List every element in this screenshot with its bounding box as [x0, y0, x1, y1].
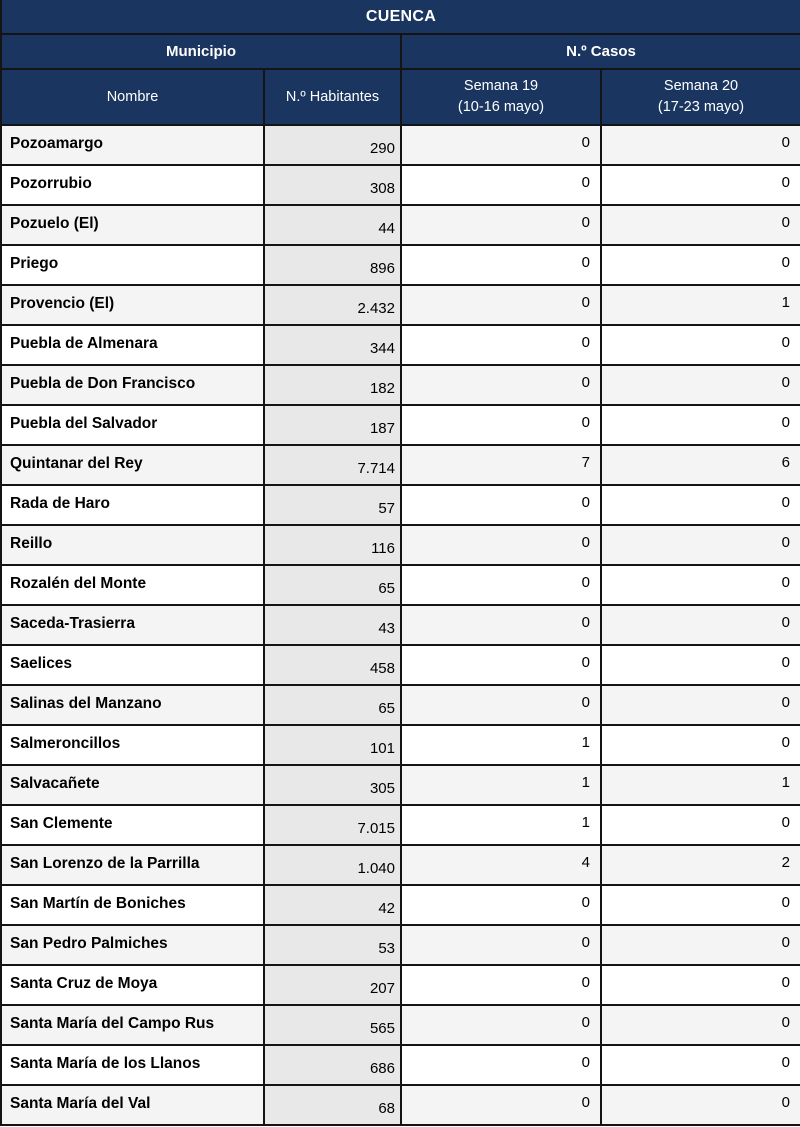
municipality-name-cell: Salvacañete [1, 765, 264, 805]
municipality-name-cell: Reillo [1, 525, 264, 565]
table-row [1, 765, 800, 805]
habitantes-cell: 1.040 [264, 845, 401, 885]
semana20-cases-cell: 0 [601, 605, 800, 645]
semana20-cases-cell: 2 [601, 845, 800, 885]
table-row [1, 445, 800, 485]
municipality-name-cell: Rada de Haro [1, 485, 264, 525]
table-row [1, 485, 800, 525]
habitantes-cell: 101 [264, 725, 401, 765]
table-row [1, 205, 800, 245]
semana20-cases-cell: 0 [601, 805, 800, 845]
semana19-cases-cell: 1 [401, 805, 601, 845]
semana19-cases-cell: 0 [401, 405, 601, 445]
group-header-municipio: Municipio [1, 34, 401, 69]
semana20-cases-cell: 0 [601, 645, 800, 685]
municipality-name-cell: Priego [1, 245, 264, 285]
col-header-semana20-line1: Semana 20 [663, 78, 739, 94]
semana19-cases-cell: 0 [401, 285, 601, 325]
municipality-name-cell: Santa María del Campo Rus [1, 1005, 264, 1045]
semana19-cases-cell: 0 [401, 965, 601, 1005]
column-header-row [1, 69, 800, 125]
semana20-cases-cell: 0 [601, 125, 800, 165]
table-row [1, 245, 800, 285]
semana19-cases-cell: 0 [401, 1085, 601, 1125]
semana19-cases-cell: 0 [401, 485, 601, 525]
habitantes-cell: 7.714 [264, 445, 401, 485]
table-row [1, 165, 800, 205]
col-header-semana20-line2: (17-23 mayo) [657, 99, 745, 115]
col-header-semana19 [401, 69, 601, 125]
habitantes-cell: 308 [264, 165, 401, 205]
habitantes-cell: 65 [264, 565, 401, 605]
habitantes-cell: 42 [264, 885, 401, 925]
habitantes-cell: 305 [264, 765, 401, 805]
municipality-name-cell: San Pedro Palmiches [1, 925, 264, 965]
col-header-semana20 [601, 69, 800, 125]
municipality-name-cell: Pozuelo (El) [1, 205, 264, 245]
habitantes-cell: 116 [264, 525, 401, 565]
semana20-cases-cell: 0 [601, 685, 800, 725]
semana19-cases-cell: 0 [401, 125, 601, 165]
col-header-semana19-line1: Semana 19 [463, 78, 539, 94]
habitantes-cell: 2.432 [264, 285, 401, 325]
habitantes-cell: 57 [264, 485, 401, 525]
group-header-casos: N.º Casos [401, 34, 800, 69]
habitantes-cell: 187 [264, 405, 401, 445]
semana19-cases-cell: 0 [401, 685, 601, 725]
habitantes-cell: 896 [264, 245, 401, 285]
table-row [1, 1005, 800, 1045]
semana19-cases-cell: 0 [401, 325, 601, 365]
semana19-cases-cell: 0 [401, 365, 601, 405]
semana20-cases-cell: 1 [601, 285, 800, 325]
municipality-name-cell: San Lorenzo de la Parrilla [1, 845, 264, 885]
municipality-name-cell: Puebla de Almenara [1, 325, 264, 365]
table-row [1, 845, 800, 885]
semana20-cases-cell: 0 [601, 1005, 800, 1045]
semana20-cases-cell: 0 [601, 245, 800, 285]
semana20-cases-cell: 0 [601, 405, 800, 445]
semana20-cases-cell: 0 [601, 165, 800, 205]
municipality-name-cell: Pozoamargo [1, 125, 264, 165]
table-row [1, 805, 800, 845]
table-row [1, 925, 800, 965]
habitantes-cell: 458 [264, 645, 401, 685]
semana20-cases-cell: 0 [601, 365, 800, 405]
col-header-habitantes: N.º Habitantes [264, 69, 401, 125]
table-row [1, 605, 800, 645]
table-row [1, 725, 800, 765]
table-row [1, 405, 800, 445]
habitantes-cell: 686 [264, 1045, 401, 1085]
semana20-cases-cell: 0 [601, 525, 800, 565]
municipality-name-cell: Pozorrubio [1, 165, 264, 205]
habitantes-cell: 44 [264, 205, 401, 245]
semana19-cases-cell: 0 [401, 525, 601, 565]
municipality-name-cell: Salinas del Manzano [1, 685, 264, 725]
habitantes-cell: 207 [264, 965, 401, 1005]
title-row [1, 0, 800, 34]
semana19-cases-cell: 0 [401, 605, 601, 645]
habitantes-cell: 68 [264, 1085, 401, 1125]
table-row [1, 1085, 800, 1125]
table-row [1, 645, 800, 685]
semana19-cases-cell: 0 [401, 245, 601, 285]
semana19-cases-cell: 0 [401, 565, 601, 605]
table-row [1, 365, 800, 405]
municipality-name-cell: Santa Cruz de Moya [1, 965, 264, 1005]
semana19-cases-cell: 0 [401, 165, 601, 205]
semana19-cases-cell: 1 [401, 725, 601, 765]
municipality-name-cell: Saceda-Trasierra [1, 605, 264, 645]
habitantes-cell: 565 [264, 1005, 401, 1045]
municipality-name-cell: San Clemente [1, 805, 264, 845]
table-row [1, 685, 800, 725]
table-row [1, 525, 800, 565]
semana19-cases-cell: 1 [401, 765, 601, 805]
semana19-cases-cell: 0 [401, 645, 601, 685]
semana19-cases-cell: 4 [401, 845, 601, 885]
table-row [1, 125, 800, 165]
semana20-cases-cell: 0 [601, 725, 800, 765]
habitantes-cell: 53 [264, 925, 401, 965]
municipality-name-cell: Salmeroncillos [1, 725, 264, 765]
table-header [1, 0, 800, 125]
habitantes-cell: 344 [264, 325, 401, 365]
municipality-name-cell: Quintanar del Rey [1, 445, 264, 485]
semana20-cases-cell: 0 [601, 325, 800, 365]
group-header-row [1, 34, 800, 69]
table-title: CUENCA [1, 0, 800, 34]
habitantes-cell: 182 [264, 365, 401, 405]
semana20-cases-cell: 0 [601, 1045, 800, 1085]
municipality-name-cell: Rozalén del Monte [1, 565, 264, 605]
semana20-cases-cell: 0 [601, 565, 800, 605]
table-body [1, 125, 800, 1125]
table-row [1, 325, 800, 365]
municipality-name-cell: San Martín de Boniches [1, 885, 264, 925]
semana20-cases-cell: 0 [601, 485, 800, 525]
semana20-cases-cell: 0 [601, 205, 800, 245]
semana19-cases-cell: 0 [401, 1005, 601, 1045]
table-row [1, 885, 800, 925]
semana19-cases-cell: 7 [401, 445, 601, 485]
habitantes-cell: 290 [264, 125, 401, 165]
table-row [1, 1045, 800, 1085]
habitantes-cell: 43 [264, 605, 401, 645]
semana20-cases-cell: 0 [601, 965, 800, 1005]
semana19-cases-cell: 0 [401, 885, 601, 925]
semana20-cases-cell: 0 [601, 1085, 800, 1125]
municipality-name-cell: Santa María de los Llanos [1, 1045, 264, 1085]
col-header-semana19-line2: (10-16 mayo) [457, 99, 545, 115]
semana19-cases-cell: 0 [401, 925, 601, 965]
semana19-cases-cell: 0 [401, 205, 601, 245]
municipality-name-cell: Saelices [1, 645, 264, 685]
table-row [1, 965, 800, 1005]
semana19-cases-cell: 0 [401, 1045, 601, 1085]
habitantes-cell: 7.015 [264, 805, 401, 845]
municipality-name-cell: Provencio (El) [1, 285, 264, 325]
table-row [1, 285, 800, 325]
semana20-cases-cell: 1 [601, 765, 800, 805]
habitantes-cell: 65 [264, 685, 401, 725]
table-row [1, 565, 800, 605]
col-header-nombre: Nombre [1, 69, 264, 125]
semana20-cases-cell: 6 [601, 445, 800, 485]
semana20-cases-cell: 0 [601, 925, 800, 965]
municipality-name-cell: Puebla del Salvador [1, 405, 264, 445]
municipality-name-cell: Santa María del Val [1, 1085, 264, 1125]
municipality-name-cell: Puebla de Don Francisco [1, 365, 264, 405]
semana20-cases-cell: 0 [601, 885, 800, 925]
